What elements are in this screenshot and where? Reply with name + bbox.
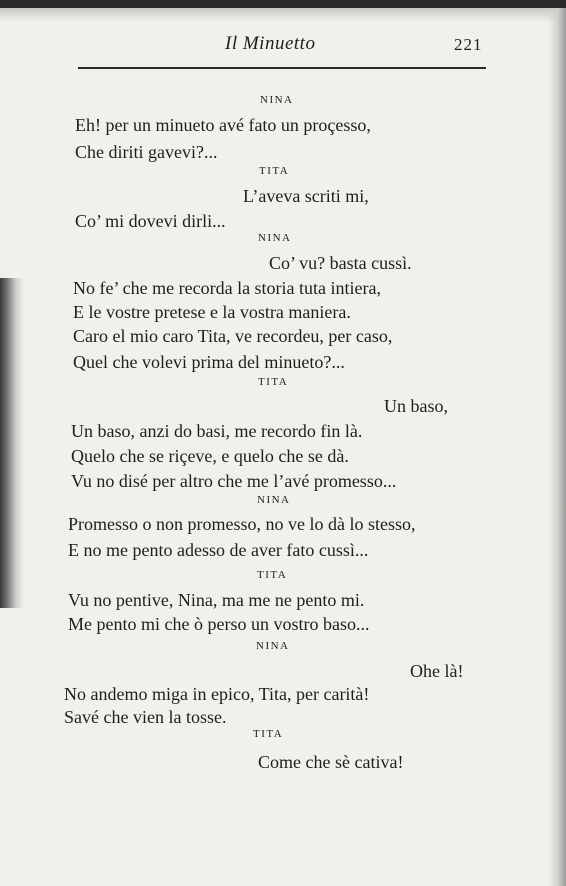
speaker-label: TITA [257, 569, 288, 581]
verse-line: E no me pento adesso de aver fato cussì... [68, 540, 369, 560]
speaker-label: NINA [257, 494, 291, 506]
speaker-label: TITA [253, 728, 284, 740]
page-header [0, 8, 566, 78]
speaker-label: TITA [259, 165, 290, 177]
page-right-edge [548, 8, 566, 886]
book-page [0, 8, 566, 886]
verse-line: Co’ mi dovevi dirli... [75, 211, 226, 231]
verse-line: Co’ vu? basta cussì. [269, 253, 412, 273]
verse-line: L’aveva scriti mi, [243, 186, 369, 206]
verse-line: Ohe là! [410, 661, 464, 681]
verse-line: Che diriti gavevi?... [75, 142, 218, 162]
speaker-label: NINA [258, 232, 292, 244]
verse-line: Eh! per un minueto avé fato un proçesso, [75, 115, 371, 135]
verse-line: No fe’ che me recorda la storia tuta intiera, [73, 278, 382, 298]
page-number: 221 [454, 35, 483, 54]
verse-line: Come che sè cativa! [258, 752, 404, 772]
header-rule [78, 67, 486, 69]
speaker-label: NINA [260, 94, 294, 106]
verse-line: Un baso, [384, 396, 448, 416]
page-left-binding-edge [0, 278, 24, 608]
verse-line: Me pento mi che ò perso un vostro baso... [68, 614, 370, 634]
verse-line: Vu no pentive, Nina, ma me ne pento mi. [68, 590, 365, 610]
verse-line: No andemo miga in epico, Tita, per carità! [64, 684, 370, 704]
running-title: Il Minuetto [225, 33, 316, 54]
verse-line: Vu no disé per altro che me l’avé promesso... [71, 471, 397, 491]
verse-line: Un baso, anzi do basi, me recordo fin là. [71, 421, 363, 441]
verse-line: Promesso o non promesso, no ve lo dà lo stesso, [68, 514, 416, 534]
verse-line: Quel che volevi prima del minueto?... [73, 352, 345, 372]
verse-line: Quelo che se riçeve, e quelo che se dà. [71, 446, 349, 466]
verse-line: Savé che vien la tosse. [64, 707, 227, 727]
speaker-label: TITA [258, 376, 289, 388]
verse-line: E le vostre pretese e la vostra maniera. [73, 302, 351, 322]
verse-line: Caro el mio caro Tita, ve recordeu, per caso, [73, 326, 393, 346]
speaker-label: NINA [256, 640, 290, 652]
